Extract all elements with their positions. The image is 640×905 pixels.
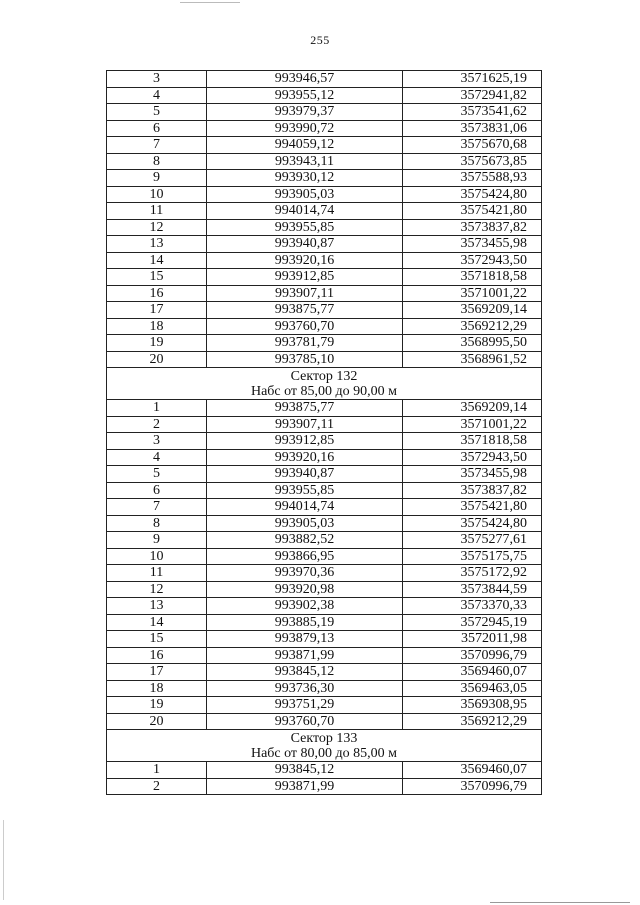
point-number-cell: 20 xyxy=(107,351,207,368)
table-row xyxy=(107,416,542,433)
table-row xyxy=(107,466,542,483)
x-coordinate-cell: 993905,03 xyxy=(207,186,403,203)
table-row xyxy=(107,433,542,450)
y-coordinate-cell: 3575175,75 xyxy=(403,548,542,565)
table-row xyxy=(107,170,542,187)
sector-height-range: Набс от 80,00 до 85,00 м xyxy=(250,745,398,761)
scan-edge-mark xyxy=(180,2,240,3)
table-row xyxy=(107,400,542,417)
point-number-cell: 18 xyxy=(107,318,207,335)
table-row xyxy=(107,598,542,615)
x-coordinate-cell: 993920,16 xyxy=(207,252,403,269)
x-coordinate-cell: 993912,85 xyxy=(207,269,403,286)
scan-edge-mark xyxy=(490,902,630,903)
x-coordinate-cell: 993920,16 xyxy=(207,449,403,466)
coordinates-table-body xyxy=(107,71,542,795)
y-coordinate-cell: 3575421,80 xyxy=(403,203,542,220)
x-coordinate-cell: 993875,77 xyxy=(207,302,403,319)
point-number-cell: 15 xyxy=(107,631,207,648)
table-row xyxy=(107,680,542,697)
table-row xyxy=(107,285,542,302)
y-coordinate-cell: 3573455,98 xyxy=(403,236,542,253)
y-coordinate-cell: 3575673,85 xyxy=(403,153,542,170)
table-row xyxy=(107,515,542,532)
y-coordinate-cell: 3568995,50 xyxy=(403,335,542,352)
y-coordinate-cell: 3575670,68 xyxy=(403,137,542,154)
y-coordinate-cell: 3572945,19 xyxy=(403,614,542,631)
table-row xyxy=(107,778,542,795)
point-number-cell: 5 xyxy=(107,104,207,121)
table-row xyxy=(107,762,542,779)
table-row xyxy=(107,482,542,499)
sector-title: Сектор 133 xyxy=(290,730,358,746)
table-row xyxy=(107,252,542,269)
point-number-cell: 8 xyxy=(107,153,207,170)
y-coordinate-cell: 3569209,14 xyxy=(403,400,542,417)
x-coordinate-cell: 993946,57 xyxy=(207,71,403,88)
point-number-cell: 7 xyxy=(107,137,207,154)
point-number-cell: 1 xyxy=(107,762,207,779)
table-row xyxy=(107,664,542,681)
table-row xyxy=(107,449,542,466)
point-number-cell: 2 xyxy=(107,416,207,433)
point-number-cell: 8 xyxy=(107,515,207,532)
y-coordinate-cell: 3570996,79 xyxy=(403,778,542,795)
x-coordinate-cell: 993781,79 xyxy=(207,335,403,352)
y-coordinate-cell: 3569308,95 xyxy=(403,697,542,714)
x-coordinate-cell: 993751,29 xyxy=(207,697,403,714)
y-coordinate-cell: 3575172,92 xyxy=(403,565,542,582)
table-row xyxy=(107,219,542,236)
x-coordinate-cell: 993845,12 xyxy=(207,664,403,681)
point-number-cell: 14 xyxy=(107,614,207,631)
x-coordinate-cell: 993879,13 xyxy=(207,631,403,648)
y-coordinate-cell: 3569209,14 xyxy=(403,302,542,319)
x-coordinate-cell: 993885,19 xyxy=(207,614,403,631)
x-coordinate-cell: 994014,74 xyxy=(207,203,403,220)
point-number-cell: 9 xyxy=(107,170,207,187)
x-coordinate-cell: 993955,85 xyxy=(207,482,403,499)
sector-height-range: Набс от 85,00 до 90,00 м xyxy=(250,383,398,399)
y-coordinate-cell: 3569212,29 xyxy=(403,318,542,335)
y-coordinate-cell: 3575588,93 xyxy=(403,170,542,187)
table-row xyxy=(107,499,542,516)
y-coordinate-cell: 3575277,61 xyxy=(403,532,542,549)
point-number-cell: 6 xyxy=(107,482,207,499)
point-number-cell: 19 xyxy=(107,697,207,714)
point-number-cell: 15 xyxy=(107,269,207,286)
table-row xyxy=(107,548,542,565)
x-coordinate-cell: 993871,99 xyxy=(207,778,403,795)
y-coordinate-cell: 3575421,80 xyxy=(403,499,542,516)
y-coordinate-cell: 3572943,50 xyxy=(403,252,542,269)
x-coordinate-cell: 993760,70 xyxy=(207,318,403,335)
point-number-cell: 4 xyxy=(107,87,207,104)
x-coordinate-cell: 993882,52 xyxy=(207,532,403,549)
table-row xyxy=(107,87,542,104)
x-coordinate-cell: 994059,12 xyxy=(207,137,403,154)
y-coordinate-cell: 3572941,82 xyxy=(403,87,542,104)
x-coordinate-cell: 993785,10 xyxy=(207,351,403,368)
scan-edge-mark xyxy=(3,820,4,900)
point-number-cell: 7 xyxy=(107,499,207,516)
table-row xyxy=(107,335,542,352)
point-number-cell: 2 xyxy=(107,778,207,795)
x-coordinate-cell: 993979,37 xyxy=(207,104,403,121)
sector-header xyxy=(107,730,542,762)
x-coordinate-cell: 993920,98 xyxy=(207,581,403,598)
x-coordinate-cell: 993970,36 xyxy=(207,565,403,582)
point-number-cell: 3 xyxy=(107,71,207,88)
x-coordinate-cell: 993990,72 xyxy=(207,120,403,137)
y-coordinate-cell: 3572943,50 xyxy=(403,449,542,466)
point-number-cell: 17 xyxy=(107,302,207,319)
y-coordinate-cell: 3569460,07 xyxy=(403,762,542,779)
y-coordinate-cell: 3571818,58 xyxy=(403,433,542,450)
sector-title: Сектор 132 xyxy=(290,368,358,384)
point-number-cell: 10 xyxy=(107,548,207,565)
point-number-cell: 18 xyxy=(107,680,207,697)
x-coordinate-cell: 993875,77 xyxy=(207,400,403,417)
point-number-cell: 12 xyxy=(107,581,207,598)
x-coordinate-cell: 993905,03 xyxy=(207,515,403,532)
table-row xyxy=(107,203,542,220)
point-number-cell: 13 xyxy=(107,236,207,253)
point-number-cell: 14 xyxy=(107,252,207,269)
y-coordinate-cell: 3573837,82 xyxy=(403,219,542,236)
y-coordinate-cell: 3573831,06 xyxy=(403,120,542,137)
x-coordinate-cell: 994014,74 xyxy=(207,499,403,516)
y-coordinate-cell: 3568961,52 xyxy=(403,351,542,368)
table-row xyxy=(107,631,542,648)
x-coordinate-cell: 993940,87 xyxy=(207,466,403,483)
table-row xyxy=(107,236,542,253)
y-coordinate-cell: 3570996,79 xyxy=(403,647,542,664)
point-number-cell: 4 xyxy=(107,449,207,466)
y-coordinate-cell: 3573541,62 xyxy=(403,104,542,121)
table-row xyxy=(107,153,542,170)
x-coordinate-cell: 993902,38 xyxy=(207,598,403,615)
sector-header xyxy=(107,368,542,400)
y-coordinate-cell: 3575424,80 xyxy=(403,186,542,203)
table-row xyxy=(107,186,542,203)
table-row xyxy=(107,351,542,368)
page-number: 255 xyxy=(310,33,330,47)
y-coordinate-cell: 3575424,80 xyxy=(403,515,542,532)
table-row xyxy=(107,269,542,286)
table-row xyxy=(107,120,542,137)
y-coordinate-cell: 3569463,05 xyxy=(403,680,542,697)
x-coordinate-cell: 993930,12 xyxy=(207,170,403,187)
point-number-cell: 11 xyxy=(107,565,207,582)
table-row xyxy=(107,614,542,631)
y-coordinate-cell: 3573837,82 xyxy=(403,482,542,499)
table-row xyxy=(107,697,542,714)
x-coordinate-cell: 993845,12 xyxy=(207,762,403,779)
table-row xyxy=(107,318,542,335)
table-row xyxy=(107,302,542,319)
table-row xyxy=(107,581,542,598)
x-coordinate-cell: 993912,85 xyxy=(207,433,403,450)
x-coordinate-cell: 993955,12 xyxy=(207,87,403,104)
x-coordinate-cell: 993871,99 xyxy=(207,647,403,664)
point-number-cell: 9 xyxy=(107,532,207,549)
x-coordinate-cell: 993955,85 xyxy=(207,219,403,236)
y-coordinate-cell: 3573455,98 xyxy=(403,466,542,483)
x-coordinate-cell: 993940,87 xyxy=(207,236,403,253)
point-number-cell: 6 xyxy=(107,120,207,137)
point-number-cell: 17 xyxy=(107,664,207,681)
table-row xyxy=(107,647,542,664)
table-row xyxy=(107,104,542,121)
point-number-cell: 3 xyxy=(107,433,207,450)
point-number-cell: 16 xyxy=(107,285,207,302)
x-coordinate-cell: 993907,11 xyxy=(207,285,403,302)
y-coordinate-cell: 3573370,33 xyxy=(403,598,542,615)
point-number-cell: 13 xyxy=(107,598,207,615)
x-coordinate-cell: 993907,11 xyxy=(207,416,403,433)
y-coordinate-cell: 3569212,29 xyxy=(403,713,542,730)
point-number-cell: 5 xyxy=(107,466,207,483)
y-coordinate-cell: 3571001,22 xyxy=(403,285,542,302)
point-number-cell: 10 xyxy=(107,186,207,203)
x-coordinate-cell: 993866,95 xyxy=(207,548,403,565)
point-number-cell: 11 xyxy=(107,203,207,220)
point-number-cell: 12 xyxy=(107,219,207,236)
x-coordinate-cell: 993760,70 xyxy=(207,713,403,730)
point-number-cell: 20 xyxy=(107,713,207,730)
sector-header-row xyxy=(107,730,542,762)
y-coordinate-cell: 3572011,98 xyxy=(403,631,542,648)
y-coordinate-cell: 3569460,07 xyxy=(403,664,542,681)
x-coordinate-cell: 993943,11 xyxy=(207,153,403,170)
y-coordinate-cell: 3571001,22 xyxy=(403,416,542,433)
table-row xyxy=(107,532,542,549)
point-number-cell: 1 xyxy=(107,400,207,417)
table-row xyxy=(107,713,542,730)
table-row xyxy=(107,71,542,88)
coordinates-table xyxy=(106,70,542,795)
y-coordinate-cell: 3573844,59 xyxy=(403,581,542,598)
point-number-cell: 16 xyxy=(107,647,207,664)
point-number-cell: 19 xyxy=(107,335,207,352)
table-row xyxy=(107,137,542,154)
table-row xyxy=(107,565,542,582)
x-coordinate-cell: 993736,30 xyxy=(207,680,403,697)
sector-header-row xyxy=(107,368,542,400)
y-coordinate-cell: 3571625,19 xyxy=(403,71,542,88)
y-coordinate-cell: 3571818,58 xyxy=(403,269,542,286)
